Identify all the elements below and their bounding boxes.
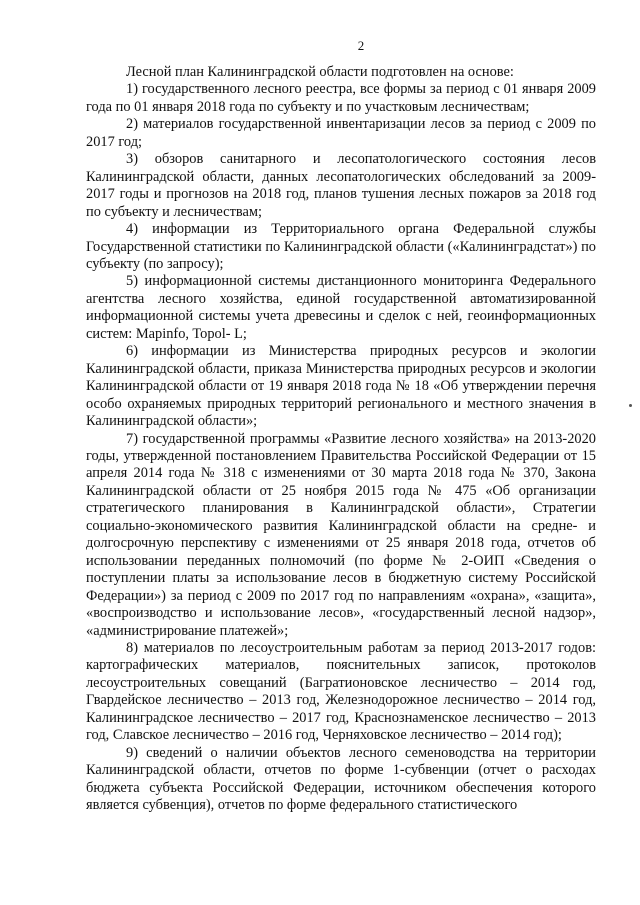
list-item: 4) информации из Территориального органа Федеральной службы Государственной статистики по Калининградской области («Калининградстат») по субъекту (по запросу); [86, 221, 596, 272]
list-item: 5) информационной системы дистанционного мониторинга Федерального агентства лесного хозяйства, единой государственной автоматизированной информационной системы учета древесины и сделок с ней, геоинформационных систем: Mapinfo, Topol- L; [86, 273, 596, 342]
list-item: 1) государственного лесного реестра, все формы за период с 01 января 2009 года по 01 января 2018 года по субъекту и по участковым лесничествам; [86, 81, 596, 115]
list-item: 7) государственной программы «Развитие лесного хозяйства» на 2013-2020 годы, утвержденной постановлением Правительства Российской Федерации от 15 апреля 2014 года № 318 с изменениями от 30 марта 2018 года № 370, Закона Калининградской области от 25 ноября 2015 года № 475 «Об организации стратегического планирования в Калининградской области», Стратегии социально-экономического развития Калининградской области на средне- и долгосрочную перспективу с изменениями от 25 января 2018 года, отчетов об использовании переданных полномочий (по форме № 2-ОИП «Сведения о поступлении платы за использование лесов в бюджетную систему Российской Федерации») за период с 2009 по 2017 год по направлениям «охрана», «защита», «воспроизводство и использование лесов», «государственный лесной надзор», «администрирование платежей»; [86, 430, 596, 639]
list-item: 2) материалов государственной инвентаризации лесов за период с 2009 по 2017 год; [86, 116, 596, 150]
list-item: 3) обзоров санитарного и лесопатологического состояния лесов Калининградской области, данных лесопатологических обследований за 2009-2017 годы и прогнозов на 2018 год, планов тушения лесных пожаров за 2018 год по субъекту и лесничествам; [86, 151, 596, 220]
intro-paragraph: Лесной план Калининградской области подготовлен на основе: [126, 64, 514, 80]
list-item: 6) информации из Министерства природных ресурсов и экологии Калининградской области, приказа Министерства природных ресурсов и экологии Калининградской области от 19 января 2018 года № 18 «Об утверждении перечня особо охраняемых природных территорий регионального и местного значения в Калининградской области»; [86, 343, 596, 430]
list-item: 8) материалов по лесоустроительным работам за период 2013-2017 годов: картографических материалов, пояснительных записок, протоколов лесоустроительных совещаний (Багратионовское лесничество – 2014 год, Гвардейское лесничество – 2013 год, Железнодорожное лесничество – 2014 год, Калининградское лесничество – 2017 год, Краснознаменское лесничество – 2013 год, Славское лесничество – 2016 год, Черняховское лесничество – 2014 год); [86, 639, 596, 744]
page-number: 2 [357, 38, 365, 53]
list-item: 9) сведений о наличии объектов лесного семеноводства на территории Калининградской области, отчетов по форме 1-субвенции (отчет о расходах бюджета субъекта Российской Федерации, источником обеспечения которого является субвенция), отчетов по форме федерального статистического [86, 744, 596, 814]
scan-speck [629, 404, 632, 407]
